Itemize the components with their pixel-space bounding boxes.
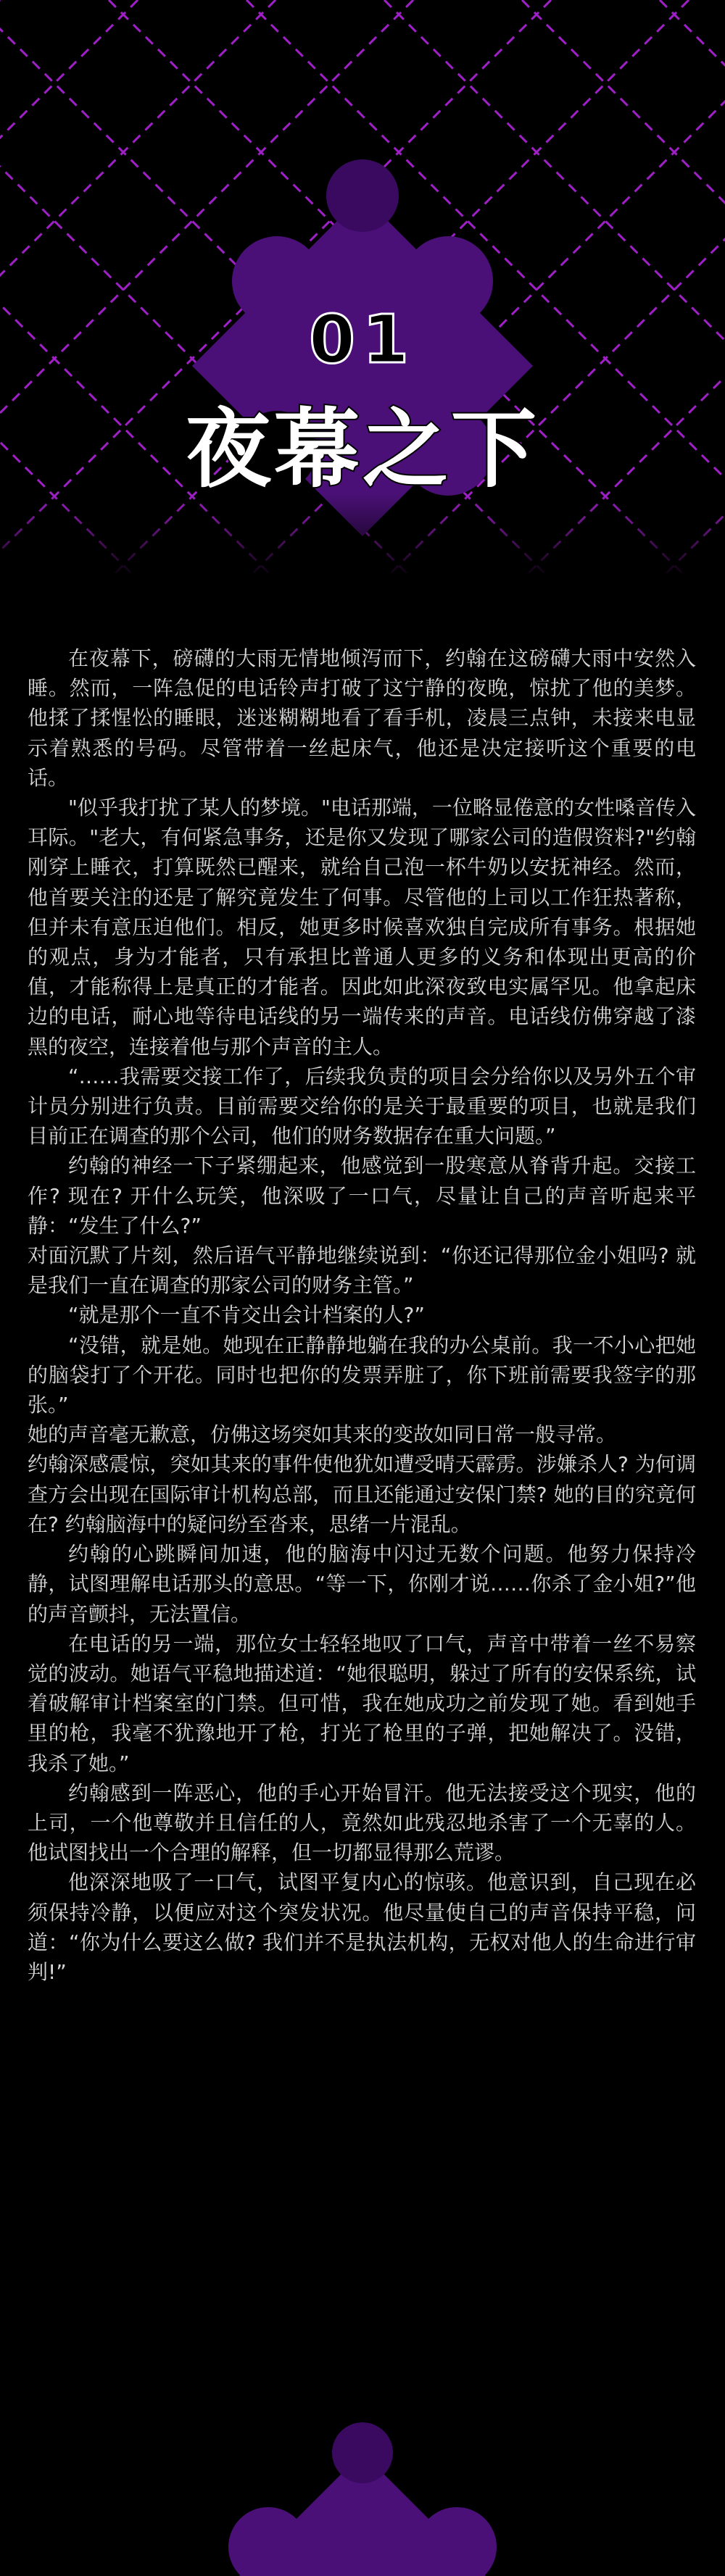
footer-decoration xyxy=(0,2409,725,2576)
story-paragraph: 在夜幕下，磅礴的大雨无情地倾泻而下，约翰在这磅礴大雨中安然入睡。然而，一阵急促的电话铃声打破了这宁静的夜晚，惊扰了他的美梦。他揉了揉惺忪的睡眼，迷迷糊糊地看了看手机，凌晨三点钟，未接来电显示着熟悉的号码。尽管带着一丝起床气，他还是决定接听这个重要的电话。 xyxy=(28,646,696,790)
chapter-title xyxy=(0,380,725,504)
story-paragraph: 约翰的神经一下子紧绷起来，他感觉到一股寒意从脊背升起。交接工作? 现在? 开什么玩笑，他深吸了一口气，尽量让自己的声音听起来平静：“发生了什么?” xyxy=(28,1154,696,1238)
story-paragraph: 约翰感到一阵恶心，他的手心开始冒汗。他无法接受这个现实，他的上司，一个他尊敬并且信任的人，竟然如此残忍地杀害了一个无辜的人。他试图找出一个合理的解释，但一切都显得那么荒谬。 xyxy=(28,1780,696,1865)
footer-puzzle-piece xyxy=(174,2422,551,2576)
story-paragraph: 在电话的另一端，那位女士轻轻地叹了口气，声音中带着一丝不易察觉的波动。她语气平稳地描述道：“她很聪明，躲过了所有的安保系统，试着破解审计档案室的门禁。但可惜，我在她成功之前发现了她。看到她手里的枪，我毫不犹豫地开了枪，打光了枪里的子弹，把她解决了。没错，我杀了她。” xyxy=(28,1631,696,1775)
chapter-number: 01 xyxy=(308,301,417,378)
story-paragraph: 约翰的心跳瞬间加速，他的脑海中闪过无数个问题。他努力保持冷静，试图理解电话那头的意思。“等一下，你刚才说……你杀了金小姐?”他的声音颤抖，无法置信。 xyxy=(28,1542,696,1626)
story-body xyxy=(28,643,696,1987)
story-paragraph: 他深深地吸了一口气，试图平复内心的惊骇。他意识到，自己现在必须保持冷静，以便应对这个突发状况。他尽量使自己的声音保持平稳，问道：“你为什么要这么做? 我们并不是执法机构，无权对他人的生命进行审判!” xyxy=(28,1870,696,1984)
story-paragraph: “没错，就是她。她现在正静静地躺在我的办公桌前。我一不小心把她的脑袋打了个开花。同时也把你的发票弄脏了，你下班前需要我签字的那张。” xyxy=(28,1333,696,1417)
story-paragraph: “就是那个一直不肯交出会计档案的人?” xyxy=(68,1303,425,1327)
story-paragraph: “……我需要交接工作了，后续我负责的项目会分给你以及另外五个审计员分别进行负责。目前需要交给你的是关于最重要的项目，也就是我们目前正在调查的那个公司，他们的财务数据存在重大问题。” xyxy=(28,1064,696,1149)
chapter-title-text: 夜幕之下 xyxy=(185,399,539,499)
story-paragraph: 约翰深感震惊，突如其来的事件使他犹如遭受晴天霹雳。涉嫌杀人? 为何调查方会出现在国际审计机构总部，而且还能通过安保门禁? 她的目的究竟何在? 约翰脑海中的疑问纷至沓来，思绪一片混乱。 xyxy=(28,1452,696,1536)
story-paragraph: 对面沉默了片刻，然后语气平静地继续说到：“你还记得那位金小姐吗? 就是我们一直在调查的那家公司的财务主管。” xyxy=(28,1243,696,1298)
story-paragraph: 她的声音毫无歉意，仿佛这场突如其来的变故如同日常一般寻常。 xyxy=(28,1422,617,1447)
story-paragraph: "似乎我打扰了某人的梦境。"电话那端，一位略显倦意的女性嗓音传入耳际。"老大，有何紧急事务，还是你又发现了哪家公司的造假资料?"约翰刚穿上睡衣，打算既然已醒来，就给自己泡一杯牛奶以安抚神经。然而，他首要关注的还是了解究竟发生了何事。尽管他的上司以工作狂热著称，但并未有意压迫他们。相反，她更多时候喜欢独自完成所有事务。根据她的观点，身为才能者，只有承担比普通人更多的义务和体现出更高的价值，才能称得上是真正的才能者。因此如此深夜致电实属罕见。他拿起床边的电话，耐心地等待电话线的另一端传来的声音。电话线仿佛穿越了漆黑的夜空，连接着他与那个声音的主人。 xyxy=(28,796,696,1059)
